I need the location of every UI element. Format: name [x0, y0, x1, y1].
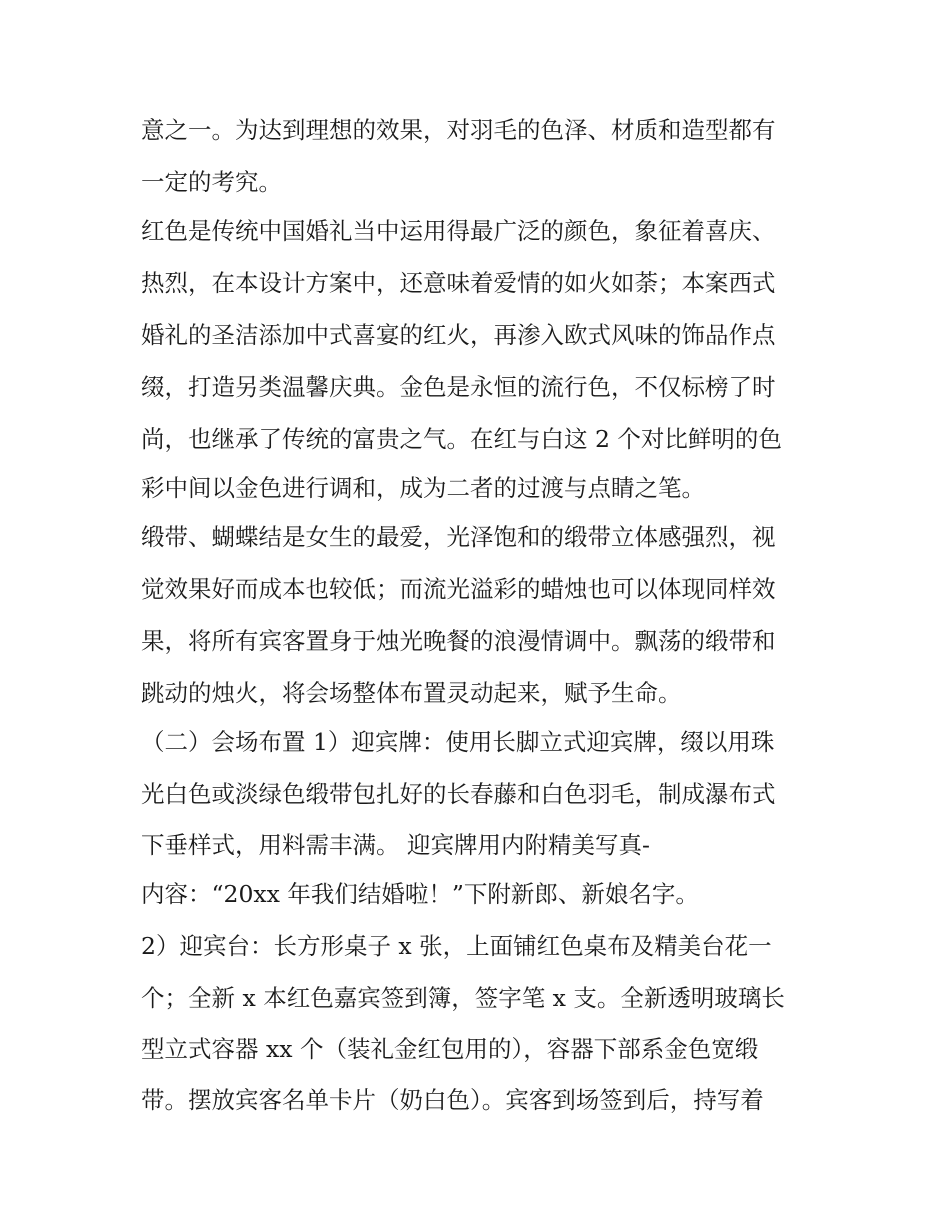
text-line: 觉效果好而成本也较低；而流光溢彩的蜡烛也可以体现同样效: [141, 575, 776, 603]
text-line: 内容：“20xx 年我们结婚啦！”下附新郎、新娘名字。: [141, 880, 699, 908]
text-line: 2）迎宾台：长方形桌子 x 张，上面铺红色桌布及精美台花一: [141, 932, 772, 960]
text-line: （二）会场布置 1）迎宾牌：使用长脚立式迎宾牌，缀以用珠: [141, 728, 775, 756]
text-line: 果，将所有宾客置身于烛光晚餐的浪漫情调中。飘荡的缎带和: [141, 627, 776, 655]
text-line: 尚，也继承了传统的富贵之气。在红与白这 2 个对比鲜明的色: [141, 425, 782, 453]
text-line: 个；全新 x 本红色嘉宾签到簿，签字笔 x 支。全新透明玻璃长: [141, 984, 785, 1012]
text-line: 型立式容器 xx 个（装礼金红包用的），容器下部系金色宽缎: [141, 1035, 759, 1063]
text-line: 缎带、蝴蝶结是女生的最爱，光泽饱和的缎带立体感强烈，视: [141, 523, 776, 551]
text-line: 下垂样式，用料需丰满。 迎宾牌用内附精美写真-: [141, 831, 650, 859]
text-line: 跳动的烛火，将会场整体布置灵动起来，赋予生命。: [141, 679, 682, 707]
text-line: 热烈，在本设计方案中，还意味着爱情的如火如荼；本案西式: [141, 269, 776, 297]
text-line: 婚礼的圣洁添加中式喜宴的红火，再渗入欧式风味的饰品作点: [141, 321, 776, 349]
text-line: 带。摆放宾客名单卡片（奶白色）。宾客到场签到后，持写着: [141, 1086, 764, 1114]
text-line: 红色是传统中国婚礼当中运用得最广泛的颜色，象征着喜庆、: [141, 217, 776, 245]
text-line: 光白色或淡绿色缎带包扎好的长春藤和白色羽毛，制成瀑布式: [141, 780, 776, 808]
text-line: 缀，打造另类温馨庆典。金色是永恒的流行色，不仅标榜了时: [141, 373, 776, 401]
text-line: 意之一。为达到理想的效果，对羽毛的色泽、材质和造型都有: [141, 116, 776, 144]
text-line: 彩中间以金色进行调和，成为二者的过渡与点睛之笔。: [141, 474, 705, 502]
text-line: 一定的考究。: [141, 168, 282, 196]
